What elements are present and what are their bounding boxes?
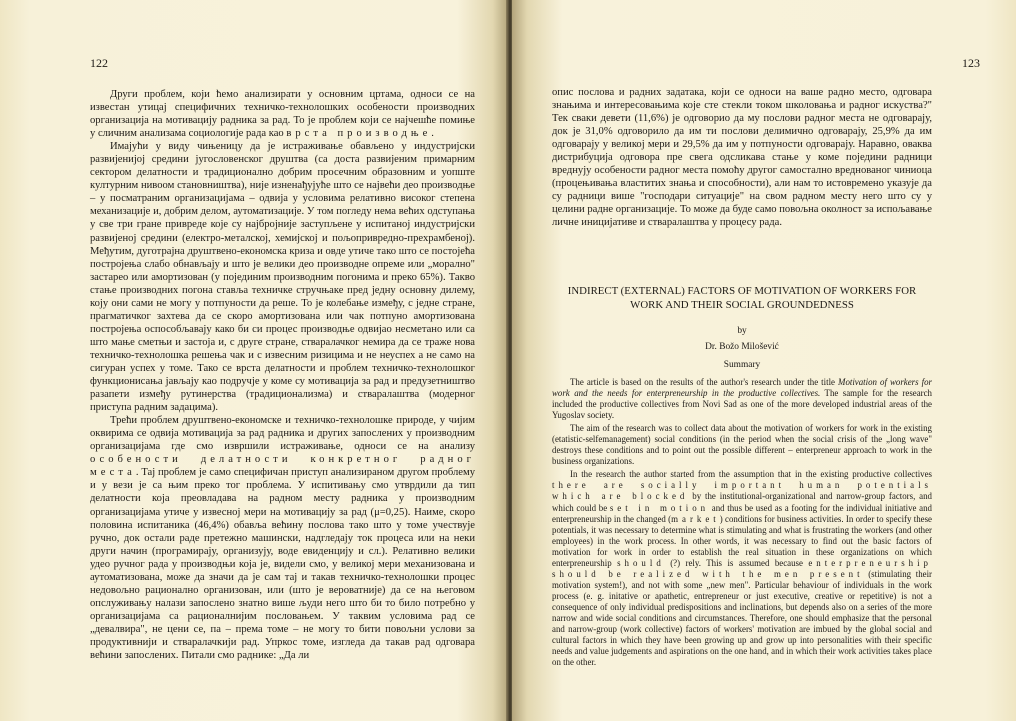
spaced-emphasis: особености делатности конкретног радног места <box>90 454 475 479</box>
spaced-emphasis: should <box>617 557 665 568</box>
page-number-right: 123 <box>962 56 980 70</box>
right-paragraph-1: опис послова и радних задатака, који се односи на ваше радно место, одговара знањима и интересовањима које сте стекли током школовања и радног искуства?" Тек сваки девети (11,6%) је одговорио да му послови радног места не одговарају, док је 31,0% одговорило да им ти послови делимично одговарају, 25,9% да им одговарају у великој мери и 29,5% да им у потпуности одговарају. Наравно, оваква дистрибуција одговора пре свега одсликава стање у коме поједини радници вреднују особености радног места помоћу другог самостално вреднованог чиниоца (процењивања властитих знања и способности), али нам то истовремено указује да су радници више "господари ситуације" на свом радном месту него што су у целини радне организације. То може да буде само повољна околност за испољавање личне иницијативе и стваралаштва у процесу рада. <box>552 87 932 229</box>
left-body-text <box>90 88 475 662</box>
left-paragraph-3: Трећи проблем друштвено-економске и техничко-технолошке природе, у чијим оквирима се одвија мотивација за рад радника и других запослених у производним организацијама где смо извршили истраживање, односи се на анализу особености делатности конкретног радног места. Тај проблем је само специфичан приступ анализираном другом проблему и у вези је са њим преко тог проблема. У испитивању смо утврдили да тип делатности која преовладава на радном месту радника у производним организацијама утиче у извесној мери на мотивацију за рад (μ=0,25). Наиме, скоро половина испитаника (46,4%) обавља већину послова тако што у томе учествује ручно, док остали раде претежно машински, надгледају ток процеса или на неки други начин (програмирају, организују, воде евиденцију и сл.). Релативно велики удео ручног рада у производњи која је, видели смо, у великој мери механизована и аутоматизована, може да значи да је сам тај и такав техничко-технолошки процес недовољно рационално организован, или (што је вероватније) да се на његовом опслуживању налази запослено знатно више људи него што би то било потребно у организацијама са рационалнијим пословањем. У таквим условима рад се „девалвира", не цени се, па – према томе – не могу то бити повољни услови за продуктивнији и стваралачкији рад. Упркос томе, изгледа да такав рад одговара већини запослених. Питали смо раднике: „Да ли <box>90 415 475 662</box>
left-paragraph-1: Други проблем, који ћемо анализирати у основним цртама, односи се на известан утицај специфичних техничко-технолошких особености производних организација на мотивацију радника за рад. То је проблем који се најчешће помиње у сличним анализама социологије рада као врста производње. <box>90 89 475 140</box>
spaced-emphasis: there are socially important human potentials which are blocked <box>552 480 932 502</box>
page-number-left: 122 <box>90 56 108 70</box>
author-name: Dr. Božo Milošević <box>705 342 779 352</box>
right-page <box>512 0 1016 721</box>
spaced-emphasis: enterpreneurship should be realized with the men present <box>552 557 932 579</box>
spaced-emphasis: set in motion <box>609 502 710 513</box>
summary-paragraph-1: The article is based on the results of the author's research under the title Motivation of workers for work and the needs for enterpreneurship in the productive collectives. The sample for the research included the productive collectives from Novi Sad as one of the more developed industrial areas of the Yugoslav society. <box>552 377 932 421</box>
summary-paragraph-3: In the research the author started from the assumption that in the existing productive collectives there are socially important human potentials which are blocked by the institutional-organizational and narrow-group factors, and which could be set in motion and thus be used as a footing for the individual initiative and enterpreneurship in the changed (market) conditions for business activities. In order to specify these potentials, it was necessary to determine what is stimulating and what is frustrating the workers (and other employees) in the work process. In other words, it was necessary to find out the basic factors of motivation for work in order to establish the real situation in these organizations on which enterpreneurship should (?) rely. This is assumed because enterpreneurship should be realized with the men present (stimulating their motivation system!), and not with some „new men". Particular behaviour of individuals in the work process (e. g. initative or apathetic, entrepreneur or just executive, creative or repetitive) is not a consequence of only individual predispositions and inclinations, but depends also on a series of the more narrow and wide social conditions and circumstances. Therefore, one should emphasize that the personal and narrow-group (work collective) factors of workers' motivation are imbued by the global social and cultural factors in which they have been growing up and grow up into personalities with their specific needs and value judgements and aspirations on the one hand, and in which their work activities takes place on the other. <box>552 469 932 668</box>
spaced-emphasis: market <box>671 513 720 524</box>
byline: by <box>737 326 747 336</box>
left-paragraph-2: Имајући у виду чињеницу да је истраживање обављено у индустријски развијенијој средини југословенског друштва (са доста развијеним примарним сектором делатности и традиционално добрим просечним образовним и уопште културним нивоом становништва), није изненађујуће што се највећи део производње – у посматраним организацијама – одвија у условима релативно високог степена механизације и, добрим делом, аутоматизације. У том погледу нема већих одступања у све три гране привреде које су најбројније заступљене у испитаној индустријски развијеној средини (електро-металској, хемијској и пољопривредно-прехрамбеној). Међутим, дуготрајна друштвено-економска криза и овде утиче тако што се постојећа постројења слабо обнављају и што је велики део производне опреме или „морално" застарео или амортизован (у појединим производним погонима и преко 65%). Такво стање производних погона ставља техничке стручњаке пред једну основну дилему, коју они сами не могу у потпуности да реше. То је колебање између, с једне стране, прагматичког захтева да се скоро амортизована или чак потпуно амортизована постројења оспособљавају како би си процес производње одвијао несметано или са што мање сметњи и застоја и, с друге стране, стваралачког немира да се траже нова техничко-технолошка решења чак и с извесним ризицима и не неуспех а не само на сигуран успех у томе. Тако се врста делатности и проблем техничко-технолошког функционисања јављају као подручје у коме су мотивација за рад и предузетништво разапети између рутинерства (традиционализма) и стваралаштва (модерног приступа радним задацима). <box>90 141 475 414</box>
summary-article-title: INDIRECT (EXTERNAL) FACTORS OF MOTIVATION OF WORKERS FOR WORK AND THEIR SOCIAL GROUNDEDNESS <box>567 285 917 311</box>
right-body-text <box>552 86 932 230</box>
summary-paragraph-2: The aim of the research was to collect data about the motivation of workers for work in the existing (etatistic-selfemanagement) social conditions (in the period when the social crisis of the „long wave" destroys these conditions and to point out the possible different – enterpreneur approach to work in the business organizations. <box>552 423 932 467</box>
spaced-emphasis: врста производње <box>286 128 432 140</box>
summary-heading: Summary <box>723 360 761 370</box>
summary-text <box>552 377 932 668</box>
